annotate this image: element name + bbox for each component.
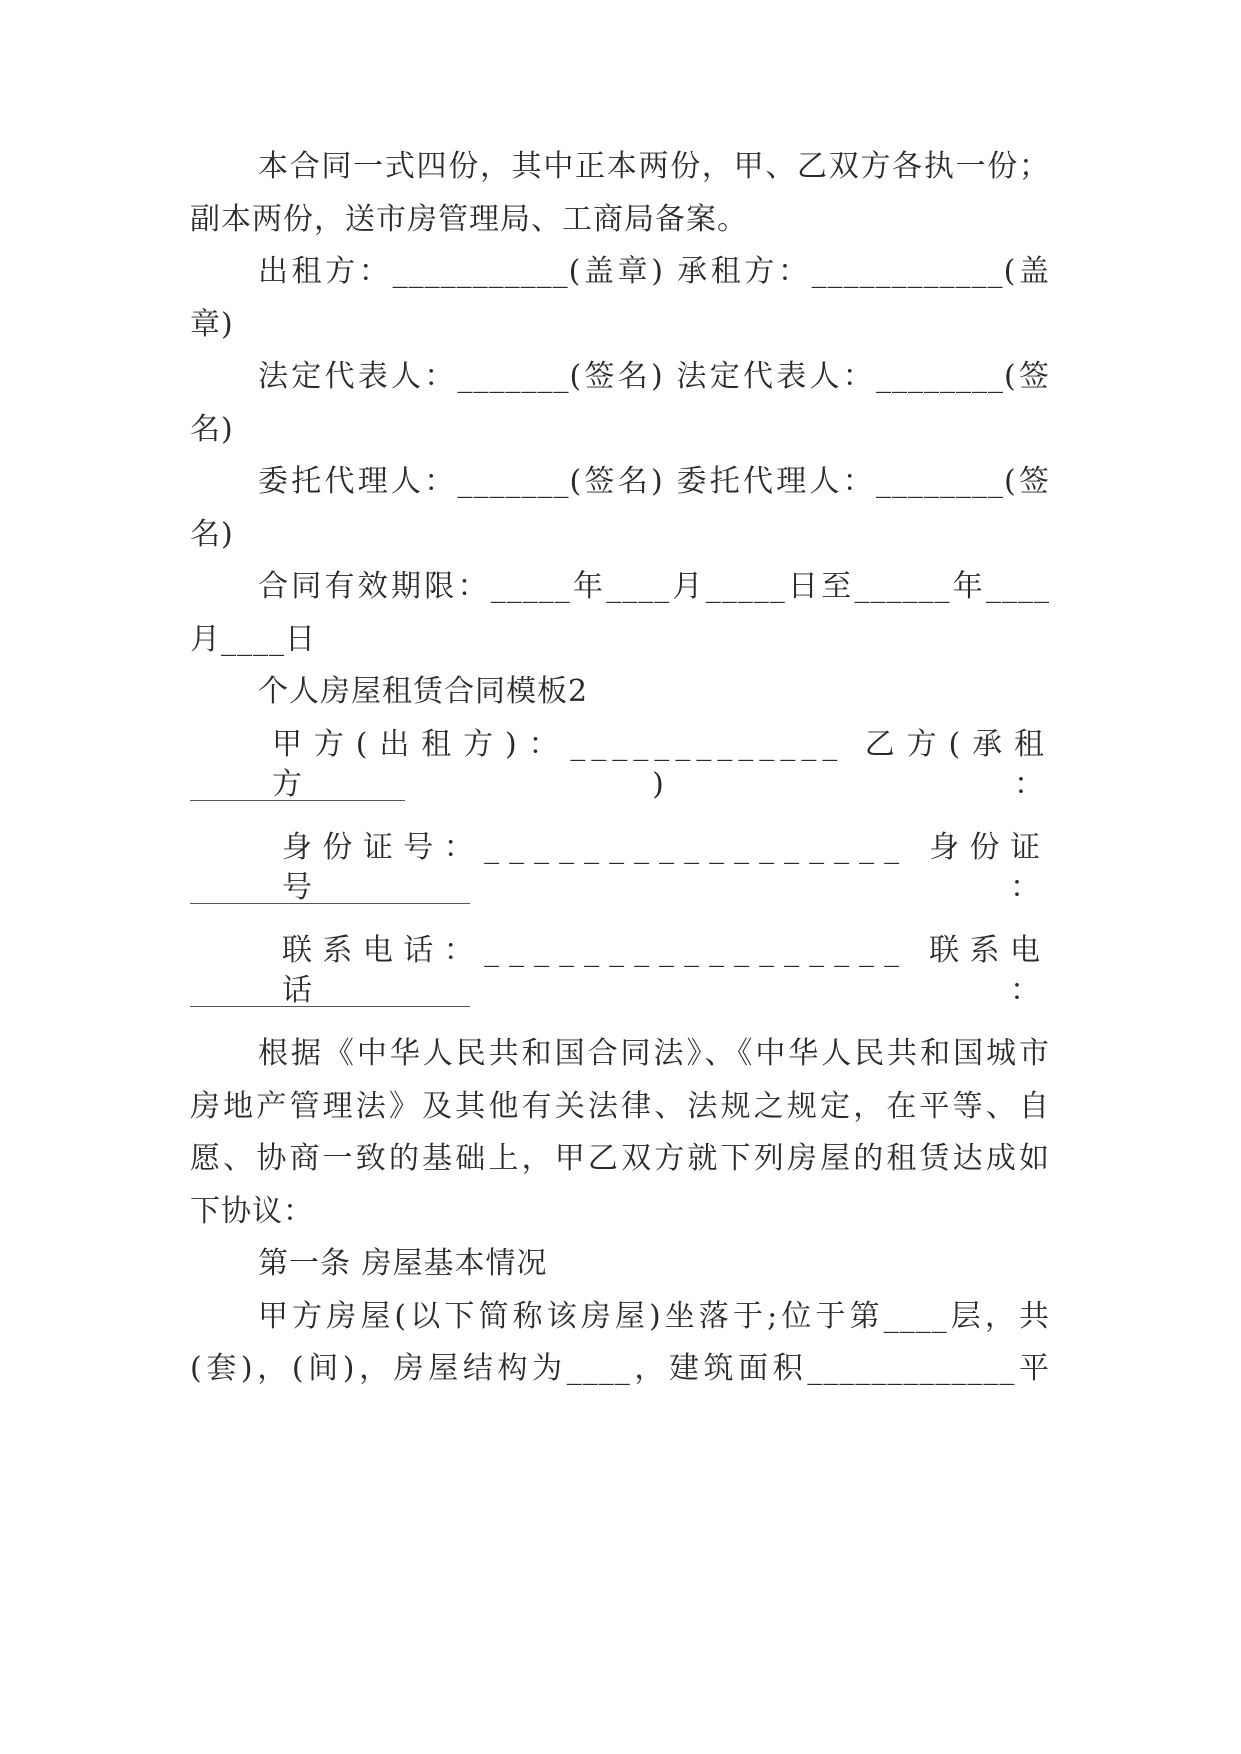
phone-blank	[190, 1006, 470, 1007]
id-number-line: 身份证号：_________________ 身份证号：	[282, 830, 1050, 905]
lessor-seal-line: 出租方：___________(盖章) 承租方：____________(盖	[258, 254, 1050, 289]
lessor-seal-line-cont: 章)	[190, 307, 234, 342]
legal-rep-line: 法定代表人：_______(签名) 法定代表人：________(签	[258, 359, 1050, 394]
validity-period-line: 合同有效期限：_____年____月_____日至______年____	[258, 569, 1050, 604]
preamble-line-4: 下协议：	[190, 1194, 314, 1229]
preamble-line-3: 愿、协商一致的基础上，甲乙双方就下列房屋的租赁达成如	[190, 1141, 1050, 1176]
id-number-blank	[190, 903, 470, 904]
article-one-line-1: 甲方房屋(以下简称该房屋)坐落于;位于第____层，共	[258, 1299, 1050, 1334]
legal-rep-line-cont: 名)	[190, 412, 234, 447]
agent-line-cont: 名)	[190, 517, 234, 552]
paragraph-copies-line-1: 本合同一式四份，其中正本两份，甲、乙双方各执一份；	[258, 149, 1050, 184]
party-b-blank	[190, 800, 405, 801]
article-one-heading: 第一条 房屋基本情况	[258, 1246, 548, 1281]
article-one-line-2: (套)，(间)，房屋结构为____，建筑面积_____________平	[190, 1351, 1050, 1386]
agent-line: 委托代理人：_______(签名) 委托代理人：________(签	[258, 464, 1050, 499]
preamble-line-1: 根据《中华人民共和国合同法》、《中华人民共和国城市	[258, 1036, 1050, 1071]
template-title: 个人房屋租赁合同模板2	[258, 674, 589, 709]
preamble-line-2: 房地产管理法》及其他有关法律、法规之规定，在平等、自	[190, 1089, 1050, 1124]
paragraph-copies-line-2: 副本两份，送市房管理局、工商局备案。	[190, 202, 748, 237]
validity-period-line-cont: 月____日	[190, 622, 316, 657]
party-a-b-line: 甲方(出租方)：_____________ 乙方(承租方)：	[272, 727, 1050, 802]
phone-line: 联系电话：_________________ 联系电话：	[282, 933, 1050, 1008]
